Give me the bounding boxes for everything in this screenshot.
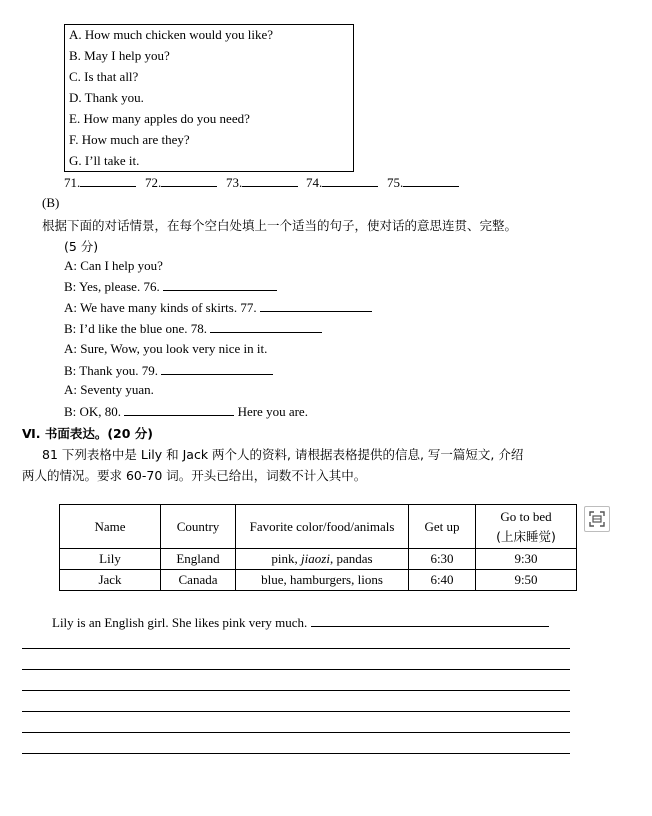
writing-line[interactable]	[22, 711, 570, 712]
essay-start-line: Lily is an English girl. She likes pink very much.	[52, 614, 549, 631]
section-b-label: (B)	[42, 195, 60, 210]
writing-line[interactable]	[22, 753, 570, 754]
blank-80[interactable]	[124, 403, 234, 416]
blank-78[interactable]	[210, 320, 322, 333]
writing-line[interactable]	[22, 648, 570, 649]
answer-71: 71.	[64, 174, 136, 191]
option-e: E. How many apples do you need?	[69, 111, 250, 126]
cell-name: Lily	[60, 549, 161, 570]
section-vi-prompt-line-1: 81 下列表格中是 Lily 和 Jack 两个人的资料, 请根据表格提供的信息, 写一篇短文, 介绍	[42, 447, 524, 462]
header-get-up: Get up	[409, 505, 476, 549]
dialogue-line-3: A: We have many kinds of skirts. 77.	[64, 299, 372, 316]
cell-get-up: 6:30	[409, 549, 476, 570]
option-c: C. Is that all?	[69, 69, 139, 84]
answer-74: 74.	[306, 174, 378, 191]
header-favorite: Favorite color/food/animals	[236, 505, 409, 549]
blank-74[interactable]	[322, 174, 378, 187]
dialogue-line-1: A: Can I help you?	[64, 258, 163, 273]
blank-76[interactable]	[163, 278, 277, 291]
writing-line[interactable]	[22, 732, 570, 733]
blank-71[interactable]	[80, 174, 136, 187]
option-g: G. I’ll take it.	[69, 153, 140, 168]
cell-get-up: 6:40	[409, 570, 476, 591]
info-table	[59, 504, 577, 591]
option-f: F. How much are they?	[69, 132, 190, 147]
header-country: Country	[161, 505, 236, 549]
section-vi-prompt-line-2: 两人的情况。要求 60-70 词。开头已给出，词数不计入其中。	[22, 468, 367, 483]
header-name: Name	[60, 505, 161, 549]
section-b-score: (5 分)	[64, 239, 99, 254]
cell-favorite: blue, hamburgers, lions	[236, 570, 409, 591]
cell-go-to-bed: 9:30	[476, 549, 577, 570]
dialogue-line-5: A: Sure, Wow, you look very nice in it.	[64, 341, 268, 356]
blank-72[interactable]	[161, 174, 217, 187]
scan-icon[interactable]	[584, 506, 610, 532]
header-go-to-bed: Go to bed (上床睡觉)	[476, 505, 577, 549]
section-vi-heading: Ⅵ. 书面表达。(20 分)	[22, 426, 154, 441]
blank-79[interactable]	[161, 362, 273, 375]
option-a: A. How much chicken would you like?	[69, 27, 273, 42]
blank-75[interactable]	[403, 174, 459, 187]
cell-go-to-bed: 9:50	[476, 570, 577, 591]
writing-line[interactable]	[22, 669, 570, 670]
answer-75: 75.	[387, 174, 459, 191]
writing-line[interactable]	[22, 690, 570, 691]
dialogue-line-8: B: OK, 80. Here you are.	[64, 404, 308, 419]
option-d: D. Thank you.	[69, 90, 144, 105]
answer-73: 73.	[226, 174, 298, 191]
essay-blank-first[interactable]	[311, 614, 549, 627]
cell-favorite: pink, jiaozi, pandas	[236, 549, 409, 570]
table-row	[60, 570, 577, 591]
dialogue-line-4: B: I’d like the blue one. 78.	[64, 320, 322, 337]
table-row	[60, 549, 577, 570]
option-b: B. May I help you?	[69, 48, 170, 63]
blank-77[interactable]	[260, 299, 372, 312]
blank-73[interactable]	[242, 174, 298, 187]
cell-name: Jack	[60, 570, 161, 591]
dialogue-line-7: A: Seventy yuan.	[64, 382, 154, 397]
answer-72: 72.	[145, 174, 217, 191]
dialogue-line-6: B: Thank you. 79.	[64, 362, 273, 379]
cell-country: England	[161, 549, 236, 570]
cell-country: Canada	[161, 570, 236, 591]
section-b-instruction: 根据下面的对话情景，在每个空白处填上一个适当的句子，使对话的意思连贯、完整。	[42, 218, 518, 233]
dialogue-line-2: B: Yes, please. 76.	[64, 278, 277, 295]
table-header-row	[60, 505, 577, 549]
options-box	[64, 24, 354, 172]
